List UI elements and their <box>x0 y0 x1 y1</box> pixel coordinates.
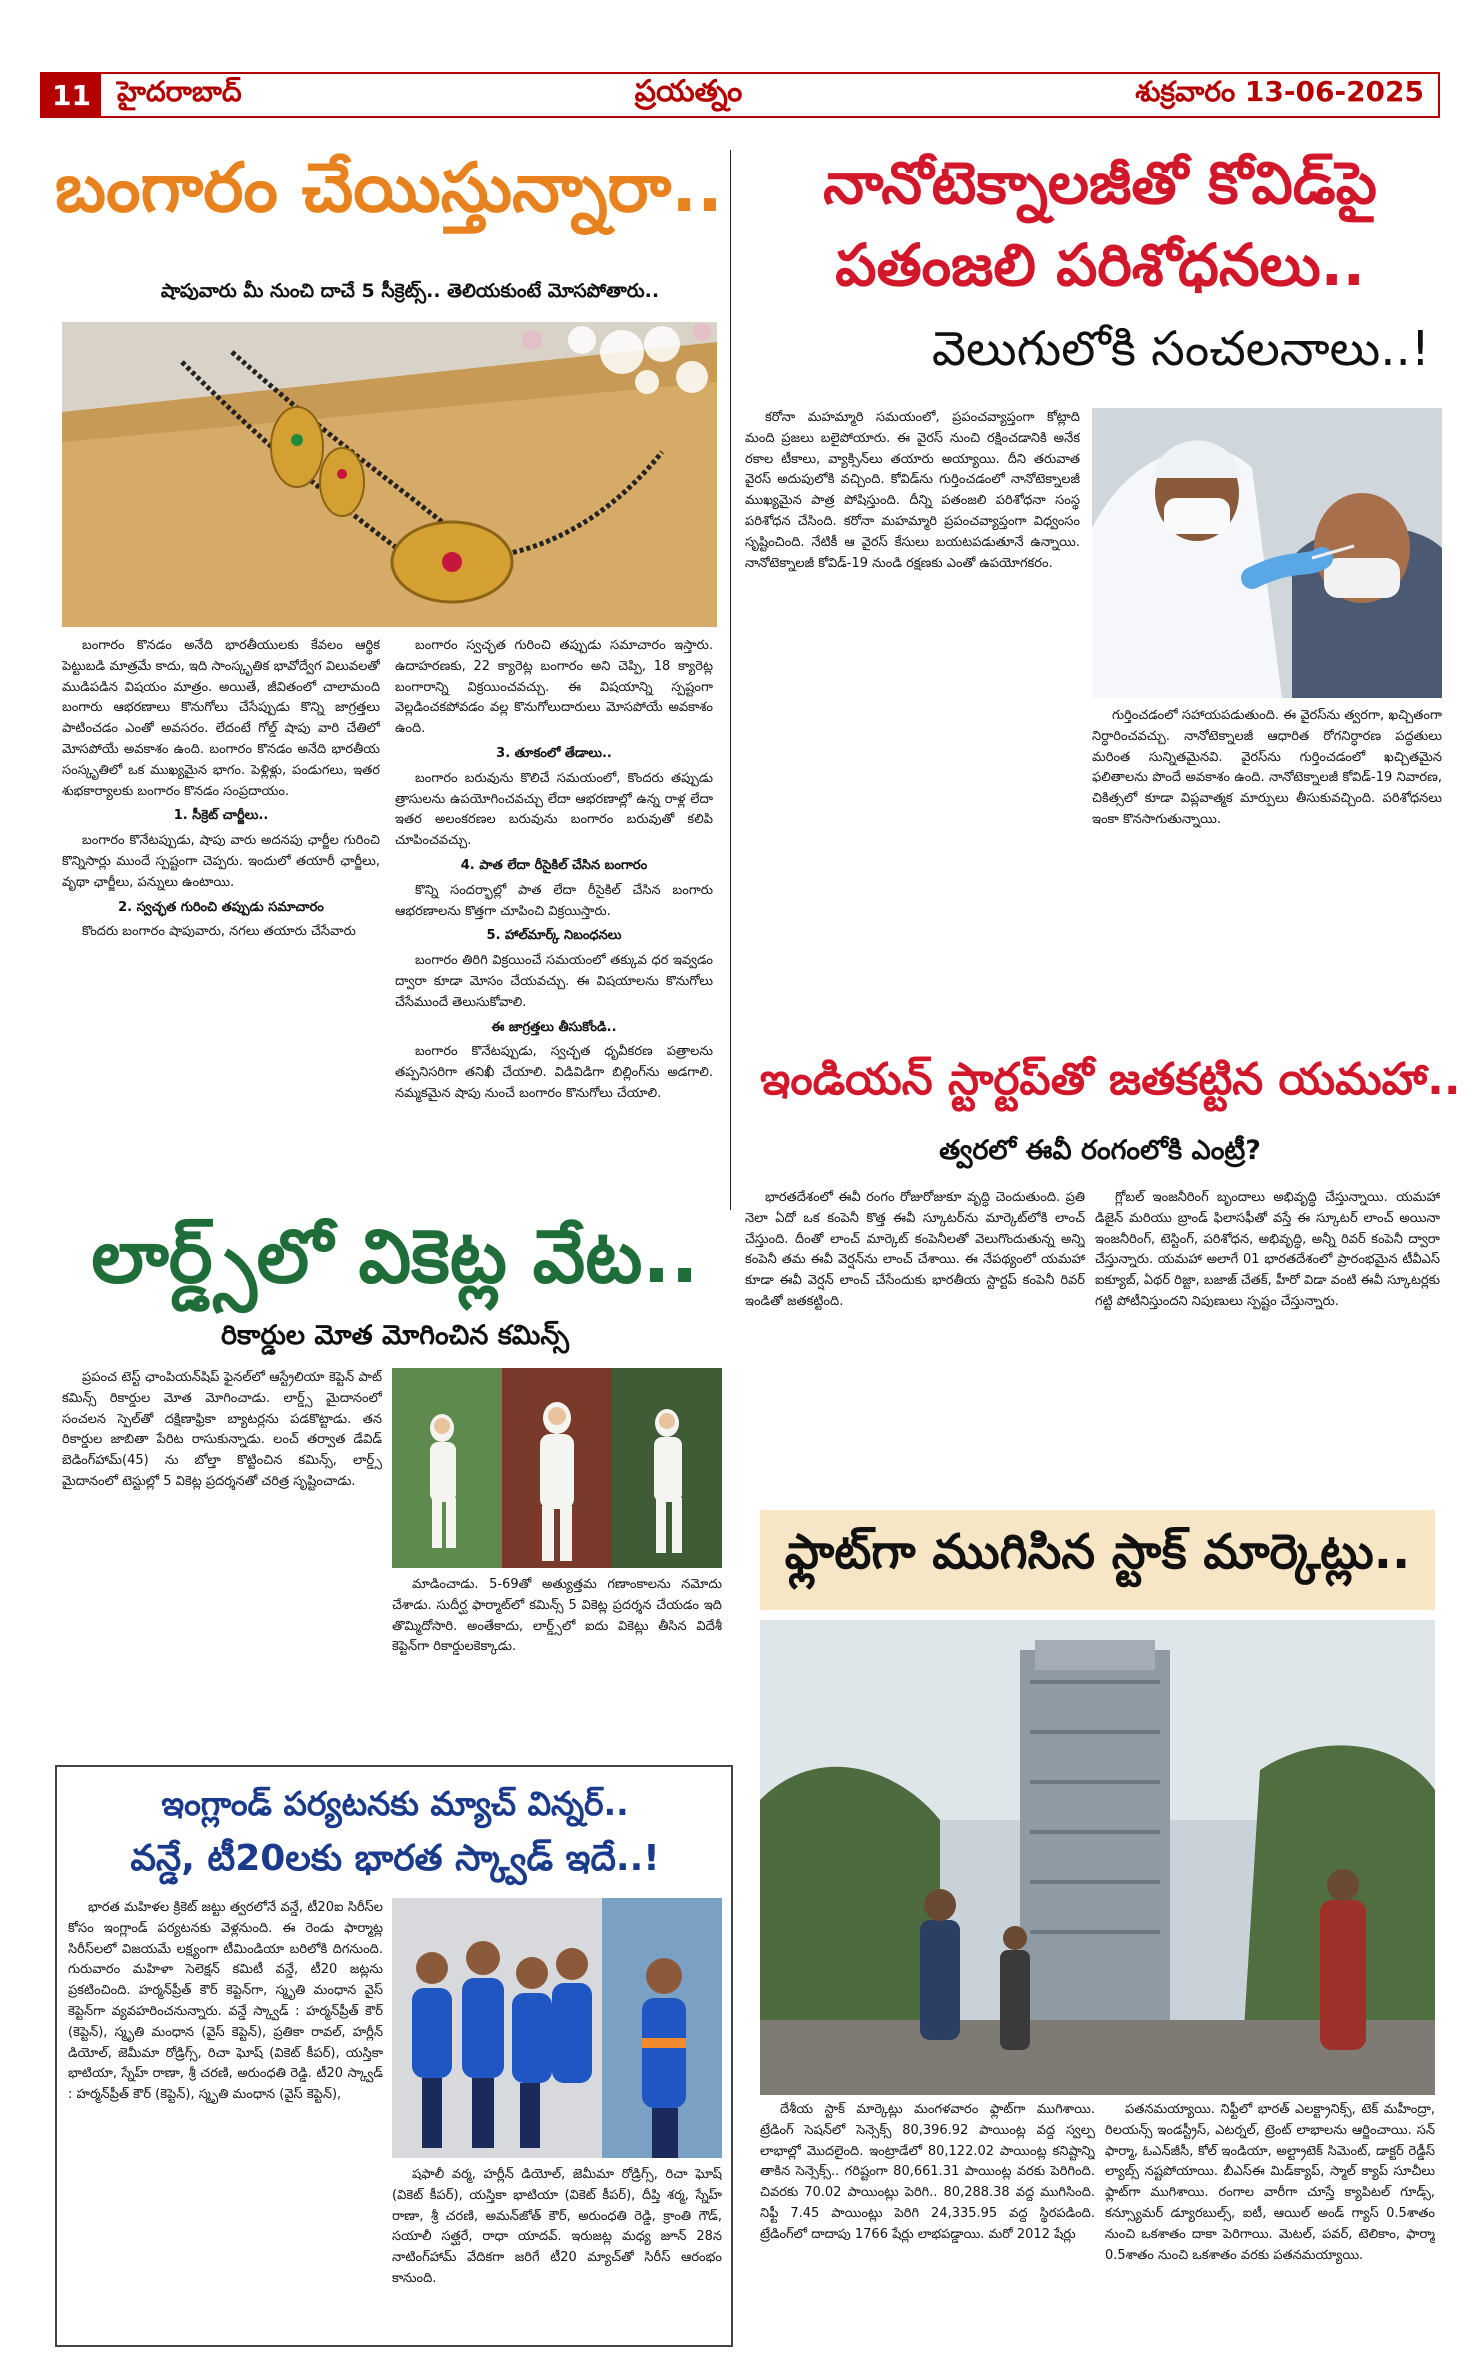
cricket-col2-text: షఫాలీ వర్మ, హర్లీన్ డియోల్, జెమీమా రోడ్రిగ్స్, రిచా ఘోష్ (వికెట్ కీపర్), యస్తికా భాటియా (వికెట్ కీపర్), దీప్తి శర్మ, స్నేహ్ రాణా, శ్రీ చరణి, అమన్‌జోత్ కౌర్, అరుంధతి రెడ్డి, క్రాంతి గౌడ్, సయాలీ సత్ఘరే, రాధా యాదవ్. ఇరుజట్ల మధ్య జూన్ 28న నాటింగ్‌హామ్ వేదికగా జరిగే టీ20 మ్యాచ్‌తో సిరీస్ ఆరంభం కానుంది. <box>392 2167 722 2286</box>
yamaha-column-1 <box>745 1188 1085 1498</box>
nano-col2-text: గుర్తించడంలో సహాయపడుతుంది. ఈ వైరస్‌ను త్వరగా, ఖచ్చితంగా నిర్ధారించవచ్చు. నానోటెక్నాలజీ ఆధారిత రోగనిర్ధారణ పద్ధతులు మరింత సున్నితమైనవి. వైరస్‌ను గుర్తించడంలో ఖచ్చితమైన ఫలితాలను పొందే అవకాశం ఉంది. నానోటెక్నాలజీ కోవిడ్-19 నివారణ, చికిత్సలో కూడా విప్లవాత్మక మార్పులు తీసుకువచ్చింది. పరిశోధనలు ఇంకా కొనసాగుతున్నాయి. <box>1092 708 1442 827</box>
cricket-column-2 <box>392 2165 722 2340</box>
page-header <box>40 72 1440 118</box>
lords-col2-text: మాడించాడు. 5-69తో అత్యుత్తమ గణాంకాలను నమోదు చేశాడు. సుదీర్ఘ ఫార్మాట్‌లో కమిన్స్ 5 వికెట్ల ప్రదర్శన చేయడం ఇది తొమ్మిదోసారి. అంతేకాదు, లార్డ్స్‌లో ఐదు వికెట్లు తీసిన విదేశీ కెప్టెన్‌గా రికార్డులకెక్కాడు. <box>392 1577 722 1655</box>
nano-headline-line-2: పతంజలి పరిశోధనలు.. <box>835 231 1365 299</box>
issue-date: శుక్రవారం 13-06-2025 <box>1135 75 1424 108</box>
market-col1-text: దేశీయ స్టాక్ మార్కెట్లు మంగళవారం ఫ్లాట్‌గా ముగిశాయి. ట్రేడింగ్ సెషన్‌లో సెన్సెక్స్ 80,396.92 పాయింట్ల వద్ద స్వల్ప లాభాల్లో మొదలైంది. ఇంట్రాడేలో 80,122.02 పాయింట్ల కనిష్టాన్ని తాకిన సెన్సెక్స్.. గరిష్టంగా 80,661.31 పాయింట్ల వరకు పెరిగింది. చివరకు 70.02 పాయింట్లు పెరిగి.. 80,288.38 వద్ద ముగిసింది. నిఫ్టీ 7.45 పాయింట్లు పెరిగి 24,335.95 వద్ద స్థిరపడింది. ట్రేడింగ్‌లో దాదాపు 1766 షేర్లు లాభపడ్డాయి. మరో 2012 షేర్లు <box>760 2102 1095 2242</box>
cricket-col1-text: భారత మహిళల క్రికెట్ జట్టు త్వరలోనే వన్డే, టీ20ఐ సిరీస్‌ల కోసం ఇంగ్లాండ్ పర్యటనకు వెళ్లనుంది. ఈ రెండు ఫార్మాట్ల సిరీస్‌లలో విజయమే లక్ష్యంగా టీమిండియా బరిలోకి దిగనుంది. గురువారం మహిళా సెలెక్షన్ కమిటీ వన్డే, టీ20 జట్లను ప్రకటించింది. హర్మన్‌ప్రీత్ కౌర్ కెప్టెన్‌గా, స్మృతి మంధాన వైస్ కెప్టెన్‌గా వ్యవహరించనున్నారు. వన్డే స్క్వాడ్ : హర్మన్‌ప్రీత్ కౌర్ (కెప్టెన్), స్మృతి మంధాన (వైస్ కెప్టెన్), ప్రతికా రావల్, హర్లీన్ డియోల్, జెమీమా రోడ్రిగ్స్, రిచా ఘోష్ (వికెట్ కీపర్), యస్తికా భాటియా, స్నేహ్ రాణా, శ్రీ చరణి, అరుంధతి రెడ్డి. టీ20 స్క్వాడ్ : హర్మన్‌ప్రీత్ కౌర్ (కెప్టెన్), స్మృతి మంధాన (వైస్ కెప్టెన్), <box>68 1900 383 2103</box>
gold-section-2-text: కొందరు బంగారం షాపువారు, నగలు తయారు చేసేవారు <box>82 924 356 940</box>
page-number: 11 <box>42 72 101 118</box>
india-women-team-photo <box>392 1898 722 2158</box>
gold-section-3-heading: 3. తూకంలో తేడాలు.. <box>496 745 612 761</box>
gold-section-2-heading: 2. స్వచ్ఛత గురించి తప్పుడు సమాచారం <box>118 899 324 915</box>
newspaper-brand: ప్రయత్నం <box>634 74 743 109</box>
gold-section-4-text: కొన్ని సందర్భాల్లో పాత లేదా రీసైకిల్ చేసిన బంగారు ఆభరణాలను కొత్తగా చూపించి విక్రయిస్తారు. <box>395 882 713 919</box>
cricket-headline-line-2: వన్డే, టీ20లకు భారత స్క్వాడ్ ఇదే..! <box>130 1838 660 1879</box>
gold-section-5-text: బంగారం తిరిగి విక్రయించే సమయంలో తక్కువ ధర ఇవ్వడం ద్వారా కూడా మోసం చేయవచ్చు. ఈ విషయాలను కొనుగోలు చేసేముందే తెలుసుకోవాలి. <box>395 953 713 1010</box>
lords-headline: లార్డ్స్‌లో వికెట్ల వేట.. <box>91 1214 699 1300</box>
cricket-column-1 <box>68 1898 383 2338</box>
yamaha-headline: ఇండియన్ స్టార్టప్‌తో జతకట్టిన యమహా.. <box>760 1054 1461 1105</box>
gold-col2-text: బంగారం స్వచ్ఛత గురించి తప్పుడు సమాచారం ఇస్తారు. ఉదాహరణకు, 22 క్యారెట్ల బంగారం అని చెప్పి, 18 క్యారెట్ల బంగారాన్ని విక్రయించవచ్చు. ఈ విషయాన్ని స్పష్టంగా వెల్లడించకపోవడం వల్ల కొనుగోలుదారులు మోసపోయే అవకాశం ఉంది. <box>395 638 713 737</box>
market-headline: ఫ్లాట్‌గా ముగిసిన స్టాక్ మార్కెట్లు.. <box>784 1524 1411 1580</box>
column-divider <box>730 150 731 1210</box>
gold-column-2 <box>395 636 713 1206</box>
lords-subheadline: రికార్డుల మోత మోగించిన కమిన్స్ <box>221 1320 569 1351</box>
cummins-photo <box>392 1368 722 1568</box>
nano-subheadline: వెలుగులోకి సంచలనాలు..! <box>931 321 1430 377</box>
bse-building-photo <box>760 1620 1435 2095</box>
cricket-headline-line-1: ఇంగ్లాండ్ పర్యటనకు మ్యాచ్ విన్నర్.. <box>161 1784 629 1823</box>
nano-headline-line-1: నానోటెక్నాలజీతో కోవిడ్‌పై <box>823 149 1377 217</box>
gold-section-6-text: బంగారం కొనేటప్పుడు, స్వచ్ఛత ధృవీకరణ పత్రాలను తప్పనిసరిగా తనిఖీ చేయాలి. విడివిడిగా బిల్లింగ్‌ను అడగాలి. నమ్మకమైన షాపు నుంచే బంగారం కొనుగోలు చేయాలి. <box>395 1044 713 1101</box>
city-label: హైదరాబాద్ <box>116 75 242 108</box>
market-col2-text: పతనమయ్యాయి. నిఫ్టీలో భారత్ ఎలక్ట్రానిక్స్, టెక్ మహీంద్రా, రిలయన్స్ ఇండస్ట్రీస్, ఎటర్నల్, ట్రెంట్ లాభాలను ఆర్జించాయి. సన్ ఫార్మా, ఓఎన్‌జీసీ, కోల్ ఇండియా, అల్ట్రాటెక్ సిమెంట్, డాక్టర్ రెడ్డీస్ ల్యాబ్స్ నష్టపోయాయి. బీఎస్ఈ మిడ్‌క్యాప్, స్మాల్ క్యాప్ సూచీలు ఫ్లాట్‌గా ముగిశాయి. రంగాల వారీగా చూస్తే క్యాపిటల్ గూడ్స్, కన్స్యూమర్ డ్యూరబుల్స్, ఐటీ, ఆయిల్ అండ్ గ్యాస్ 0.5శాతం నుంచి ఒకశాతం దాకా పెరిగాయి. మెటల్, పవర్, టెలికాం, ఫార్మా 0.5శాతం నుంచి ఒకశాతం వరకు పతనమయ్యాయి. <box>1105 2102 1435 2263</box>
yamaha-column-2 <box>1095 1188 1440 1498</box>
lords-column-1 <box>62 1368 382 1748</box>
lords-col1-text: ప్రపంచ టెస్ట్ ఛాంపియన్‌షిప్ ఫైనల్‌లో ఆస్ట్రేలియా కెప్టెన్ పాట్ కమిన్స్ రికార్డుల మోత మోగించాడు. లార్డ్స్ మైదానంలో సంచలన స్పెల్‌తో దక్షిణాఫ్రికా బ్యాటర్లను పడకొట్టాడు. తన రికార్డుల జాబితా పేరిట రాసుకున్నాడు. లంచ్ తర్వాత డేవిడ్ బెడింగ్‌హామ్(45) ను బోల్తా కొట్టించిన కమిన్స్, లార్డ్స్ మైదానంలో టెస్టుల్లో 5 వికెట్ల ప్రదర్శనతో చరిత్ర సృష్టించాడు. <box>62 1370 382 1489</box>
yamaha-col2-text: గ్లోబల్ ఇంజనీరింగ్ బృందాలు అభివృద్ధి చేస్తున్నాయి. యమహా డిజైన్ మరియు బ్రాండ్ ఫిలాసఫీతో వస్తే ఈ స్కూటర్ లాంచ్ అయినా ఇంజనీరింగ్, టెస్టింగ్, పరిశోధన, అభివృద్ధి, అన్నీ రివర్ కంపెనీ ద్వారా చేస్తున్నారు. యమహా అలాగే 01 భారతదేశంలో ప్రారంభమైన టీవీఎస్ ఐక్యూబ్, ఏథర్ రిజ్టా, బజాజ్ చేతక్, హీరో విడా వంటి ఈవీ స్కూటర్లకు గట్టి పోటీనిస్తుందని నిపుణులు స్పష్టం చేస్తున్నారు. <box>1095 1190 1440 1309</box>
gold-section-5-heading: 5. హాల్‌మార్క్ నిబంధనలు <box>486 928 622 944</box>
market-column-2 <box>1105 2100 1435 2350</box>
gold-section-4-heading: 4. పాత లేదా రీసైకిల్ చేసిన బంగారం <box>460 857 648 873</box>
gold-section-1-heading: 1. సీక్రెట్ చార్జీలు.. <box>173 808 269 824</box>
gold-section-3-text: బంగారం బరువును కొలిచే సమయంలో, కొందరు తప్పుడు త్రాసులను ఉపయోగించవచ్చు లేదా ఆభరణాల్లో ఉన్న రాళ్ల లేదా ఇతర అలంకరణల బరువును బంగారం బరువుతో కలిపి చూపించవచ్చు. <box>395 770 713 849</box>
market-column-1 <box>760 2100 1095 2350</box>
nano-col1-text: కరోనా మహమ్మారి సమయంలో, ప్రపంచవ్యాప్తంగా కోట్లాది మంది ప్రజలు బలైపోయారు. ఈ వైరస్ నుంచి రక్షించడానికి అనేక రకాల టీకాలు, వ్యాక్సిన్‌లు తయారు అయ్యాయి. దీని తరువాత వైరస్ అదుపులోకి వచ్చింది. కోవిడ్‌ను గుర్తించడంలో నానోటెక్నాలజీ ముఖ్యమైన పాత్ర పోషిస్తుంది. దీన్ని పతంజలి పరిశోధనా సంస్థ పరిశోధన చేసింది. కరోనా మహమ్మారి ప్రపంచవ్యాప్తంగా విధ్వంసం సృష్టించింది. నేటికీ ఆ వైరస్ కేసులు బయటపడుతూనే ఉన్నాయి. నానోటెక్నాలజీ కోవిడ్-19 నుండి రక్షణకు ఎంతో ఉపయోగకరం. <box>745 410 1080 571</box>
gold-jewelry-photo <box>62 322 717 627</box>
gold-section-1-text: బంగారం కొనేటప్పుడు, షాపు వారు అదనపు ఛార్జీల గురించి కొన్నిసార్లు ముందే స్పష్టంగా చెప్పరు. ఇందులో తయారీ ఛార్జీలు, వృథా ఛార్జీలు, పన్నులు ఉంటాయి. <box>62 833 380 890</box>
gold-headline: బంగారం చేయిస్తున్నారా.. <box>55 149 723 228</box>
covid-test-photo <box>1092 408 1442 698</box>
yamaha-col1-text: భారతదేశంలో ఈవీ రంగం రోజురోజుకూ వృద్ధి చెందుతుంది. ప్రతి నెలా ఏదో ఒక కంపెనీ కొత్త ఈవీ స్కూటర్‌ను మార్కెట్‌లోకి లాంచ్ చేస్తుంది. దీంతో లాంచ్ మార్కెట్ కంపెనీలతో వెలుగొందుతున్న అన్ని కంపెనీ తమ ఈవీ వెర్షన్‌ను లాంచ్ చేశాయి. ఈ నేపథ్యంలో యమహా కూడా ఈవీ వెర్షన్ లాంచ్ చేసేందుకు భారతీయ స్టార్టప్ కంపెనీ రివర్ ఇండితో జతకట్టింది. <box>745 1190 1085 1309</box>
gold-subheadline: షాపువారు మీ నుంచి దాచే 5 సీక్రెట్స్.. తెలియకుంటే మోసపోతారు.. <box>160 280 660 302</box>
gold-section-6-heading: ఈ జాగ్రత్తలు తీసుకోండి.. <box>491 1019 617 1035</box>
yamaha-subheadline: త్వరలో ఈవీ రంగంలోకి ఎంట్రీ? <box>939 1135 1261 1166</box>
lords-column-2 <box>392 1575 722 1750</box>
gold-intro: బంగారం కొనడం అనేది భారతీయులకు కేవలం ఆర్థిక పెట్టుబడి మాత్రమే కాదు, ఇది సాంస్కృతిక భావోద్వేగ విలువలతో ముడిపడిన విషయం మాత్రం. అయితే, జీవితంలో చాలామంది బంగారు ఆభరణాలు కొనుగోలు చేసేప్పుడు కొన్ని జాగ్రత్తలు పాటించడం ఎంతో అవసరం. లేదంటే గోల్డ్ షాపు వారి చేతిలో మోసపోయే అవకాశం ఉంది. బంగారం కొనడం అనేది భారతీయ సంస్కృతిలో ఒక ముఖ్యమైన భాగం. పెళ్లిళ్లు, పండుగలు, ఇతర శుభకార్యాలకు బంగారం కొనడం సంప్రదాయం. <box>62 638 380 799</box>
gold-column-1 <box>62 636 380 1206</box>
